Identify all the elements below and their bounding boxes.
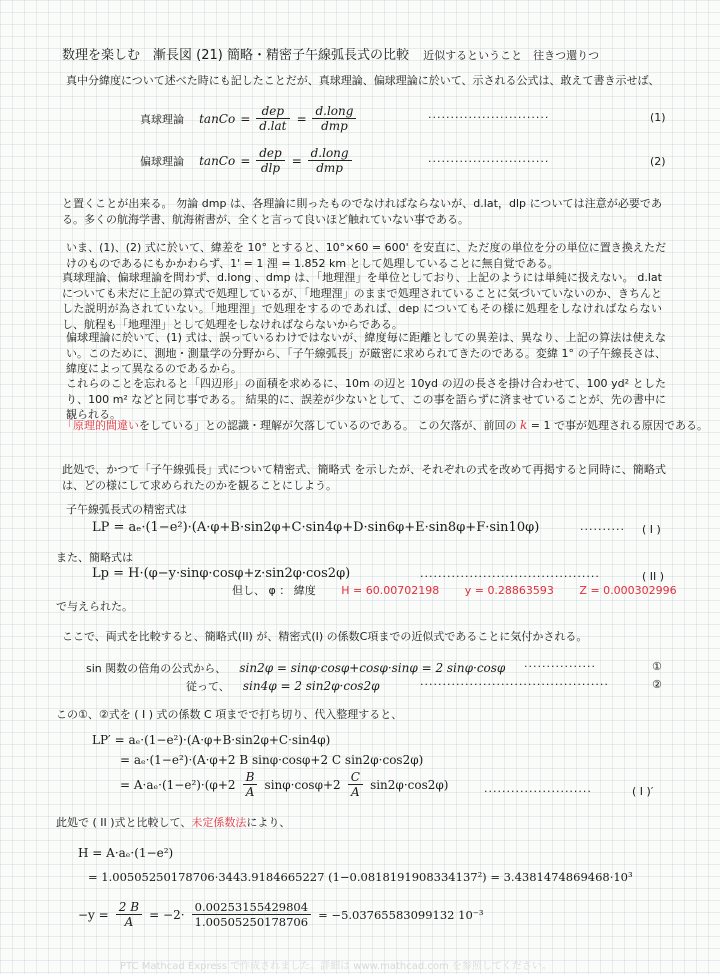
param-y: y = 0.28863593 xyxy=(464,584,554,597)
h-equation-line-2: = 1.00505250178706·3443.9184665227 (1−0.0818191908334137²) = 3.4381474869468·10³ xyxy=(88,870,633,884)
paragraph-6: 「原理的間違いをしている」との認識・理解が欠落しているのである。 この欠落が、前回の k = 1 で事が処理される原因である。 xyxy=(62,418,708,432)
eq1-lhs: tanCo xyxy=(199,112,236,126)
lp-prime-dots: ························ xyxy=(484,785,592,798)
precise-dots: ·········· xyxy=(580,523,625,536)
equation-2: 偏球理論 tanCo = $\frac{\text{dep}}{\text{dlp}}$ = $\frac{\text{d.long}}{\text{dmp}}$ xyxy=(140,146,354,175)
sin-dots-2: ·········································· xyxy=(420,678,609,691)
substitution-text: この①、②式を ( I ) 式の係数 C 項までで打ち切り、代入整理すると、 xyxy=(56,708,403,721)
sin-identity-1: sin 関数の倍角の公式から、 sin2φ = sinφ·cosφ+cosφ·sinφ = 2 sinφ·cosφ xyxy=(86,661,506,675)
simple-label: また、簡略式は xyxy=(56,551,133,564)
simple-number: ( II ) xyxy=(642,570,665,583)
title-main: 数理を楽しむ 漸長図 (21) 簡略・精密子午線弧長式の比較 xyxy=(62,48,409,63)
paragraph-5: これらのことを忘れると「四辺形」の面積を求めるに、10m の辺と 10yd の辺の長さを掛け合わせて、100 yd² としたり、100 m² などと同じ事である。 結果的に、誤差が少ないとして、この事を語らずに済ませていることが、先の書中に観られる。 xyxy=(66,377,666,421)
eq2-label: 偏球理論 xyxy=(140,155,184,168)
eq2-dots: ··························· xyxy=(428,155,550,168)
h-equation-line-1: H = A·aₑ·(1−e²) xyxy=(78,846,174,860)
eq1-label: 真球理論 xyxy=(140,113,184,126)
precise-formula: LP = aₑ·(1−e²)·(A·φ+B·sin2φ+C·sin4φ+D·sin6φ+E·sin8φ+F·sin10φ) xyxy=(92,520,540,535)
footer-watermark: PTC Mathcad Express で作成されました。詳細は www.mathcad.com を参照してください。 xyxy=(120,961,552,972)
eq1-frac2: $\frac{\text{d.long}}{\text{dmp}}$ xyxy=(312,104,356,133)
lp-prime-line-2: = aₑ·(1−e²)·(A·φ+2 B sinφ·cosφ+2 C sin2φ·cos2φ) xyxy=(120,753,424,767)
lp-prime-line-3: = A·aₑ·(1−e²)·(φ+2 $\frac{B}{A}$ sinφ·cosφ+2 $\frac{C}{A}$ sin2φ·cos2φ) xyxy=(120,770,449,799)
param-h: H = 60.00702198 xyxy=(341,584,440,597)
paragraph-1: と置くことが出来る。 勿論 dmp は、各理論に則ったものでなければならないが、d.lat，dlp については注意が必要である。多くの航海学書、航海術書が、全くと言って良いほど触れていない事である。 xyxy=(62,197,662,226)
lp-prime-number: ( I )′ xyxy=(632,785,654,798)
eq1-number: (1) xyxy=(650,111,666,124)
coefficient-method-text: 此処で ( II )式と比較して、未定係数法により、 xyxy=(56,816,291,829)
lp-prime-line-1: LP′ = aₑ·(1−e²)·(A·φ+B·sin2φ+C·sin4φ) xyxy=(92,733,331,747)
sin-number-1: ① xyxy=(652,660,662,673)
undetermined-coefficients-highlight: 未定係数法 xyxy=(191,816,247,829)
sin-identity-2: 従って、 sin4φ = 2 sin2φ·cos2φ xyxy=(186,679,380,693)
eq1-frac1: $\frac{\text{dep}}{\text{d.lat}}$ xyxy=(256,104,289,133)
principle-error-highlight: 「原理的間違い xyxy=(62,419,139,432)
given-text: で与えられた。 xyxy=(56,600,133,613)
sin-dots-1: ················ xyxy=(524,660,596,673)
param-z: Z = 0.000302996 xyxy=(579,584,677,597)
page-title xyxy=(62,44,599,63)
eq2-frac2: $\frac{\text{d.long}}{\text{dmp}}$ xyxy=(308,146,352,175)
parameters: 但し、 φ ： 緯度 H = 60.00702198 y = 0.28863593 Z = 0.000302996 xyxy=(232,584,677,597)
eq2-lhs: tanCo xyxy=(199,154,236,168)
sin-number-2: ② xyxy=(652,678,662,691)
eq2-frac1: $\frac{\text{dep}}{\text{dlp}}$ xyxy=(256,146,284,175)
paragraph-3: 真球理論、偏球理論を問わず、d.long 、dmp は、「地理浬」を単位としており、上記のようには単純に扱えない。 d.lat についても未だに上記の算式で処理しているが、「地理浬」のままで処理されていることに気づいていないのか、きちんとした説明が為されていない。「地理浬」で処理をするのであれば、dep についてもその様に処理をしなければならないし、航程も「地理浬」として処理をしなければならないからである。 xyxy=(62,271,662,331)
intro-text: 真中分緯度について述べた時にも記したことだが、真球理論、偏球理論に於いて、示される公式は、敢えて書き示せば、 xyxy=(66,74,660,87)
simple-dots: ········································ xyxy=(420,570,600,583)
eq1-dots: ··························· xyxy=(428,111,550,124)
equation-1: 真球理論 tanCo = $\frac{\text{dep}}{\text{d.lat}}$ = $\frac{\text{d.long}}{\text{dmp}}$ xyxy=(140,104,358,133)
paragraph-2: いま、(1)、(2) 式に於いて、緯差を 10° とすると、10°×60 = 600' を安直に、ただ度の単位を分の単位に置き換えただけのものであるにもかかわらず、1' = 1 浬 = 1.852 km として処理していることに無自覚である。 xyxy=(66,241,666,270)
y-equation: −y = $\frac{2 B}{A}$ = −2· $\frac{0.00253155429804}{1.00505250178706}$ = −5.03765583099132 10⁻³ xyxy=(78,900,484,929)
eq2-number: (2) xyxy=(650,155,666,168)
k-variable: k xyxy=(520,418,528,432)
paragraph-7: 此処で、かつて「子午線弧長」式について精密式、簡略式 を示したが、それぞれの式を改めて再掲すると同時に、簡略式は、どの様にして求められたのかを観ることにしよう。 xyxy=(62,463,666,492)
compare-text: ここで、両式を比較すると、簡略式(II) が、精密式(I) の係数C項までの近似式であることに気付かされる。 xyxy=(62,630,588,643)
simple-formula: Lp = H·(φ−y·sinφ·cosφ+z·sin2φ·cos2φ) xyxy=(92,566,351,581)
paragraph-4: 偏球理論に於いて、(1) 式は、誤っているわけではないが、緯度毎に距離としての異差は、異なり、上記の算法は使えない。このために、測地・測量学の分野から、「子午線弧長」が厳密に求められてきたのである。変緯 1° の子午線長さは、緯度によって異なるのであるから。 xyxy=(66,331,666,375)
precise-label: 子午線弧長式の精密式は xyxy=(66,503,187,516)
precise-number: ( I ) xyxy=(642,523,661,536)
title-sub: 近似するということ 往きつ還りつ xyxy=(423,49,600,62)
